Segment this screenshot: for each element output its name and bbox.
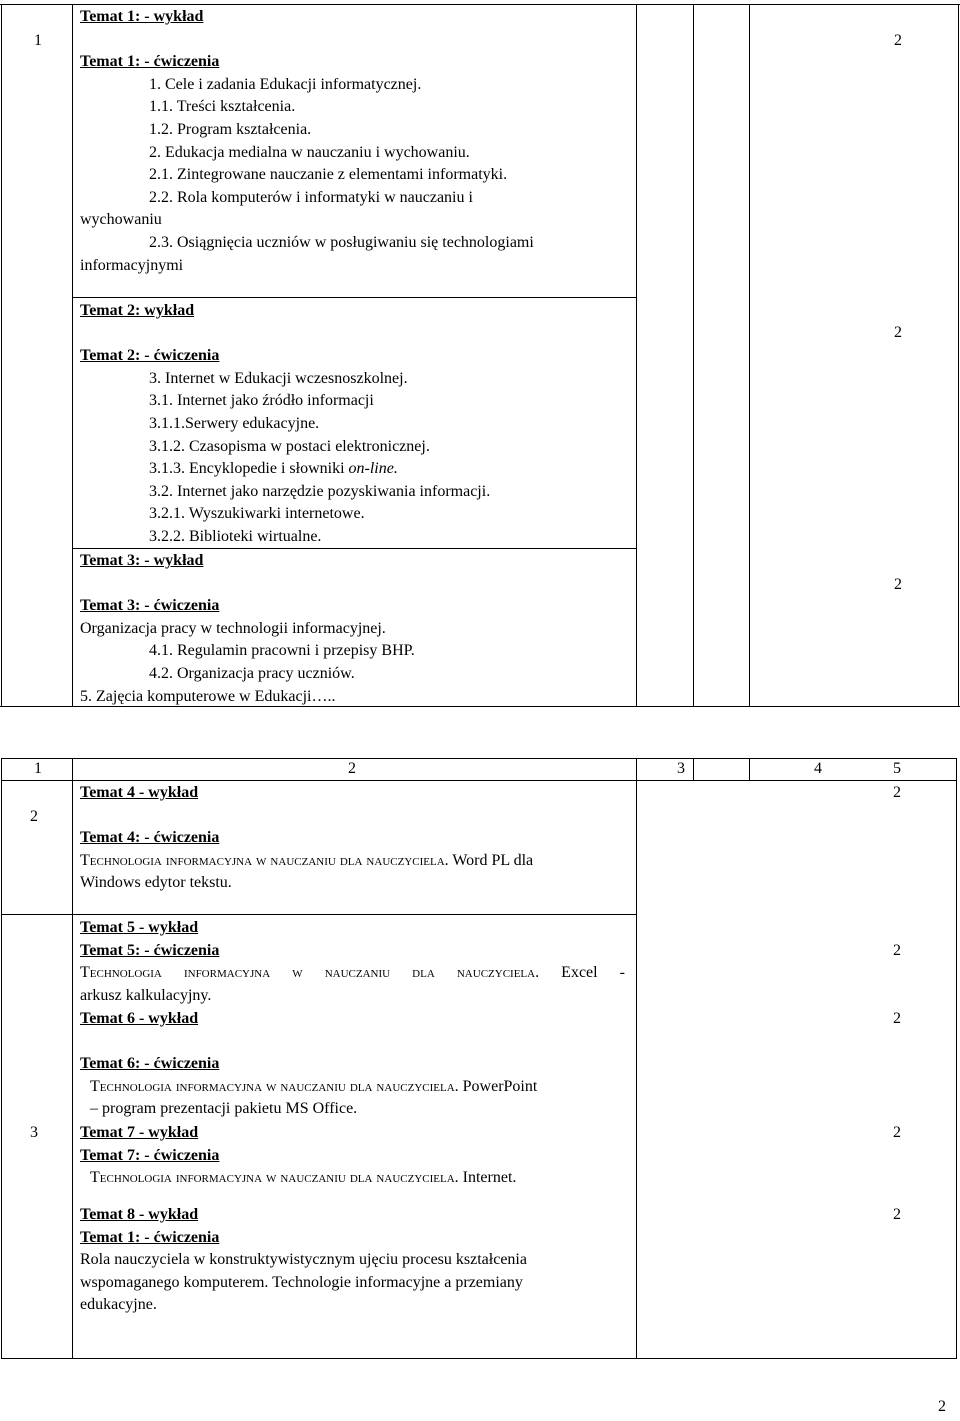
t2-header-col5: 5 <box>893 760 901 777</box>
row2-line-2: Temat 2: - ćwiczenia <box>80 347 220 365</box>
t2-row-a-tech: Technologia informacyjna w nauczaniu dla nauczyciela. Word PL dla <box>80 851 534 869</box>
t2-bottom-border <box>1 1358 957 1359</box>
t2-row-b-tail: arkusz kalkulacyjny. <box>80 986 212 1004</box>
row3-line-5: 4.2. Organizacja pracy uczniów. <box>149 664 355 682</box>
t2-row-a-number: 2 <box>30 808 38 825</box>
t2-row-c-exercises: Temat 6: - ćwiczenia <box>80 1055 220 1073</box>
t2-row-c-lecture: Temat 6 - wykład <box>80 1010 199 1027</box>
t2-row-b-lecture: Temat 5 - wykład <box>80 919 199 936</box>
t2-col-divider-a <box>72 758 73 1359</box>
t2-row-d-hours: 2 <box>893 1124 901 1141</box>
row1-line-0: Temat 1: - wykład <box>80 8 204 25</box>
t1-col-divider-d <box>749 4 750 707</box>
t1-row2-hours: 2 <box>894 324 902 341</box>
row1-line-9: wychowaniu <box>80 211 162 229</box>
t2-row-d-content <box>80 1122 625 1190</box>
t2-row-sep-1 <box>1 914 636 915</box>
t2-header-col1: 1 <box>34 760 42 777</box>
row1-line-8: 2.2. Rola komputerów i informatyki w nauczaniu i <box>149 188 473 206</box>
t2-row-e-lecture: Temat 8 - wykład <box>80 1206 199 1223</box>
row1-line-11: informacyjnymi <box>80 256 184 274</box>
t1-row1-number: 1 <box>34 32 42 49</box>
row1-line-5: 1.2. Program kształcenia. <box>149 120 312 138</box>
t2-col-divider-b <box>636 758 637 1359</box>
t2-row-a-content <box>80 782 625 895</box>
page-number: 2 <box>938 1398 946 1415</box>
t2-row-a-tail: Windows edytor tekstu. <box>80 874 232 892</box>
t2-row-e-content <box>80 1204 625 1317</box>
row3-line-2: Temat 3: - ćwiczenia <box>80 597 220 615</box>
t2-row-c-tail: – program prezentacji pakietu MS Office. <box>90 1100 358 1118</box>
t2-header-col4: 4 <box>814 760 822 777</box>
t2-row-b-tech: Technologia informacyjna w nauczaniu dla nauczyciela. Excel - <box>80 964 626 982</box>
t2-right-border <box>956 758 957 1359</box>
row3-line-6: 5. Zajęcia komputerowe w Edukacji….. <box>80 687 336 705</box>
t2-row-e-line-3: edukacyjne. <box>80 1296 157 1314</box>
t1-col-divider-a <box>72 4 73 707</box>
t2-row-e-exercises: Temat 1: - ćwiczenia <box>80 1228 220 1246</box>
t2-row-c-tech: Technologia informacyjna w nauczaniu dla nauczyciela. PowerPoint <box>90 1077 538 1095</box>
t1-row3-hours: 2 <box>894 576 902 593</box>
t2-row-e-hours: 2 <box>893 1206 901 1223</box>
t2-row-d-number: 3 <box>30 1124 38 1141</box>
t1-row2-content <box>80 300 630 549</box>
row2-line-8: 3.2. Internet jako narzędzie pozyskiwania informacji. <box>149 482 491 500</box>
row2-line-4: 3.1. Internet jako źródło informacji <box>149 392 374 410</box>
t2-col-divider-d <box>749 758 750 781</box>
t2-left-border <box>1 758 2 1359</box>
row2-line-0: Temat 2: wykład <box>80 302 195 319</box>
row3-line-1 <box>80 573 630 596</box>
t2-row-c-hours: 2 <box>893 1010 901 1027</box>
t2-row-b-content <box>80 917 625 1007</box>
t2-row-c-content <box>80 1008 625 1121</box>
row1-line-3: 1. Cele i zadania Edukacji informatycznej. <box>149 75 422 93</box>
row3-line-0: Temat 3: - wykład <box>80 552 204 569</box>
t2-row-b-exercises: Temat 5: - ćwiczenia <box>80 941 220 959</box>
row1-line-6: 2. Edukacja medialna w nauczaniu i wychowaniu. <box>149 143 470 161</box>
row2-line-10: 3.2.2. Biblioteki wirtualne. <box>149 527 322 545</box>
t2-row-d-lecture: Temat 7 - wykład <box>80 1124 199 1141</box>
t2-row-e-line-1: Rola nauczyciela w konstruktywistycznym ujęciu procesu kształcenia <box>80 1251 527 1269</box>
row3-line-4: 4.1. Regulamin pracowni i przepisy BHP. <box>149 642 415 660</box>
t2-row-a-lecture: Temat 4 - wykład <box>80 784 199 801</box>
row3-line-3: Organizacja pracy w technologii informacyjnej. <box>80 619 386 637</box>
row2-line-3: 3. Internet w Edukacji wczesnoszkolnej. <box>149 369 408 387</box>
t2-row-b-hours: 2 <box>893 942 901 959</box>
t1-top-border <box>0 4 960 5</box>
t1-col-divider-b <box>636 4 637 707</box>
row2-line-6: 3.1.2. Czasopisma w postaci elektronicznej. <box>149 437 430 455</box>
t1-right-border <box>958 4 959 707</box>
row2-line-1 <box>80 323 630 346</box>
t1-row1-content <box>80 6 630 277</box>
t2-row-a-exercises: Temat 4: - ćwiczenia <box>80 829 220 847</box>
row1-line-2: Temat 1: - ćwiczenia <box>80 53 220 71</box>
row2-line-7: 3.1.3. Encyklopedie i słowniki on-line. <box>149 460 398 478</box>
t2-row-a-hours: 2 <box>893 784 901 801</box>
row1-line-10: 2.3. Osiągnięcia uczniów w posługiwaniu się technologiami <box>149 233 534 251</box>
t1-row3-content <box>80 550 630 708</box>
t2-row-e-line-2: wspomaganego komputerem. Technologie informacyjne a przemiany <box>80 1273 523 1291</box>
row1-line-1 <box>80 29 630 52</box>
t2-col-divider-c <box>693 758 694 781</box>
row2-line-5: 3.1.1.Serwery edukacyjne. <box>149 414 320 432</box>
t1-row1-hours: 2 <box>894 32 902 49</box>
t2-row-d-exercises: Temat 7: - ćwiczenia <box>80 1146 220 1164</box>
t2-header-col2: 2 <box>348 760 356 777</box>
row2-line-9: 3.2.1. Wyszukiwarki internetowe. <box>149 505 365 523</box>
t1-left-border <box>1 4 2 707</box>
t2-row-d-tech: Technologia informacyjna w nauczaniu dla nauczyciela. Internet. <box>90 1169 517 1187</box>
row1-line-7: 2.1. Zintegrowane nauczanie z elementami informatyki. <box>149 166 508 184</box>
t1-col-divider-c <box>693 4 694 707</box>
row2-line-7-italic: on-line. <box>344 460 398 478</box>
t1-row-sep-1 <box>72 297 636 298</box>
t2-header-col3: 3 <box>677 760 685 777</box>
row1-line-4: 1.1. Treści kształcenia. <box>149 98 296 116</box>
